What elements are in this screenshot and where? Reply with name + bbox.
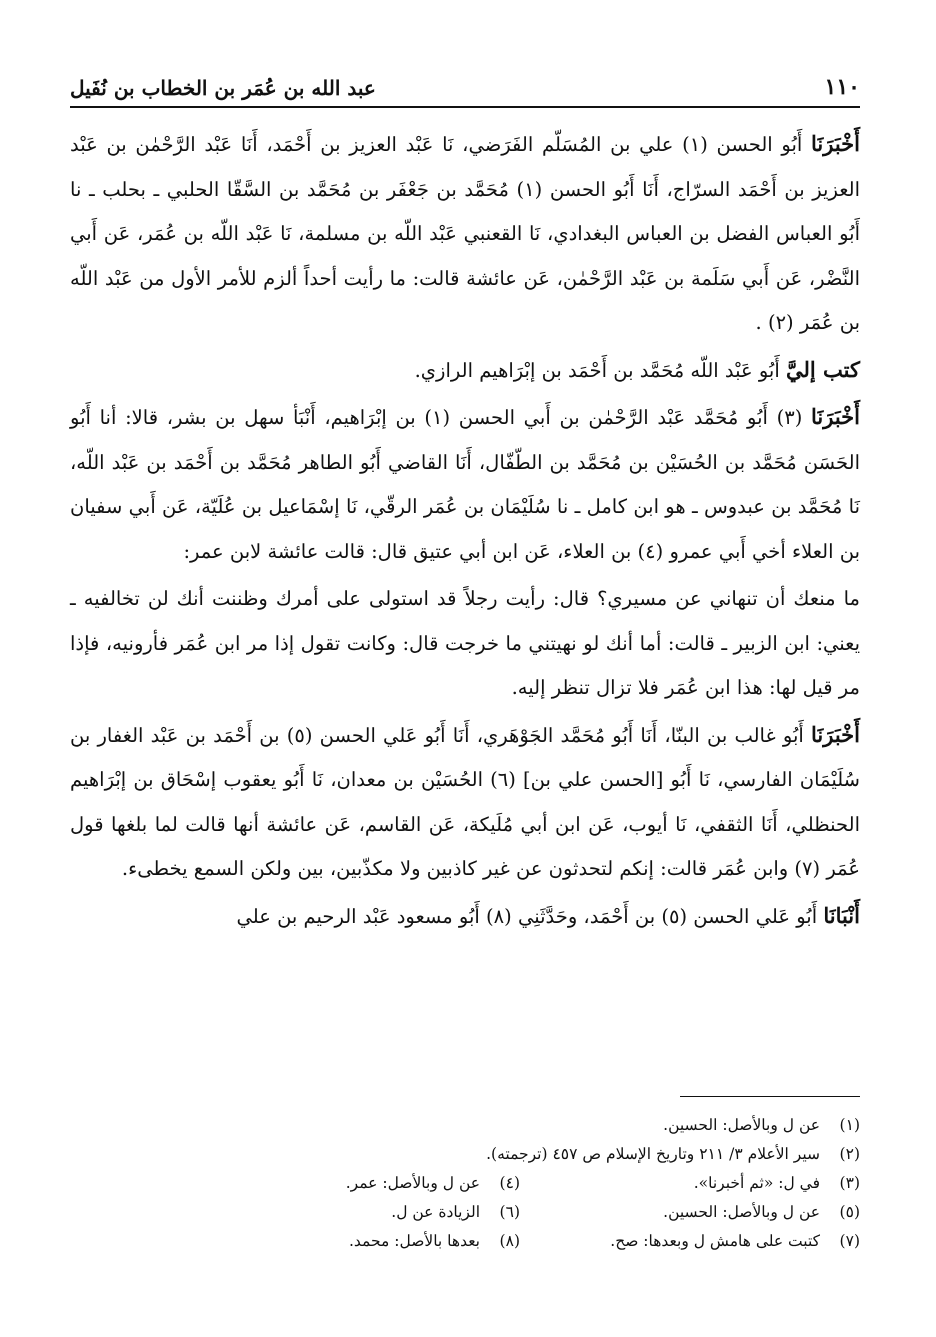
footnote-row xyxy=(70,1140,860,1169)
running-title: عبد الله بن عُمَر بن الخطاب بن نُفَيل xyxy=(70,76,376,100)
footnotes xyxy=(70,1096,860,1256)
footnote-divider xyxy=(680,1096,860,1097)
book-page xyxy=(70,60,860,1310)
paragraph-lead: كتب إليَّ xyxy=(785,356,860,382)
footnote-number: (٢) xyxy=(839,1145,860,1163)
main-text xyxy=(70,122,860,939)
paragraph-lead: أَخْبَرَنَا xyxy=(811,721,860,747)
paragraph-5 xyxy=(70,713,860,892)
paragraph-lead: أَخْبَرَنَا xyxy=(811,131,860,156)
footnote-text: عن ل وبالأصل: الحسين. xyxy=(663,1116,820,1134)
footnote-number: (٦) xyxy=(499,1203,520,1221)
paragraph-text: أَبُو الحسن (١) علي بن المُسَلّم الفَرَضي، نَا عَبْد العزيز بن أَحْمَد، أَنَا عَبْد الرَّحْمٰن بن عَبْد العزيز بن أَحْمَد السرّاج، أَنَا أَبُو الحسن (١) مُحَمَّد بن جَعْفَر بن مُحَمَّد بن السَّقّا الحلبي ـ بحلب ـ نا أَبُو العباس الفضل بن العباس البغدادي، نَا القعنبي عَبْد اللّه بن مسلمة، نَا عَبْد اللّه بن عُمَر، عَن أَبي النَّضْر، عَن أَبي سَلَمة بن عَبْد الرَّحْمٰن، عَن عائشة قالت: ما رأيت أحداً ألزم للأمر الأول من عَبْد اللّه بن عُمَر (٢) . xyxy=(70,133,861,334)
footnote-number: (٧) xyxy=(839,1232,860,1250)
footnote-row xyxy=(70,1227,860,1256)
footnote-5 xyxy=(520,1198,860,1227)
footnote-text: سير الأعلام ٣/ ٢١١ وتاريخ الإسلام ص ٤٥٧ (ترجمته). xyxy=(486,1145,820,1163)
paragraph-text: أَبُو عَبْد اللّه مُحَمَّد بن أَحْمَد بن إبْرَاهيم الرازي. xyxy=(414,358,786,382)
footnote-text: عن ل وبالأصل: الحسين. xyxy=(663,1203,820,1221)
footnote-3 xyxy=(520,1169,860,1198)
paragraph-lead: أَخْبَرَنَا xyxy=(811,404,860,429)
footnote-text: عن ل وبالأصل: عمر. xyxy=(345,1174,480,1192)
footnote-row xyxy=(70,1111,860,1140)
paragraph-2 xyxy=(70,348,860,394)
page-header xyxy=(70,60,860,108)
footnote-text: بعدها بالأصل: محمد. xyxy=(348,1232,480,1250)
paragraph-6 xyxy=(70,894,860,940)
paragraph-text: ما منعك أن تنهاني عن مسيري؟ قال: رأيت رجلاً قد استولى على أمرك وظننت أنك لن تخالفيه ـ يعني: ابن الزبير ـ قالت: أما أنك لو نهيتني ما خرجت قال: وكانت تقول إذا مر ابن عُمَر فأرونيه، فإذا مر قيل لها: هذا ابن عُمَر فلا تزال تنظر إليه. xyxy=(70,587,860,699)
paragraph-3 xyxy=(70,395,860,574)
footnote-8 xyxy=(180,1227,520,1256)
footnote-number: (٨) xyxy=(499,1232,520,1250)
footnote-6 xyxy=(180,1198,520,1227)
footnote-number: (٤) xyxy=(499,1174,520,1192)
paragraph-text: (٣) أَبُو مُحَمَّد عَبْد الرَّحْمٰن بن أَبي الحسن (١) بن إبْرَاهيم، أَنْبَأ سهل بن بشر، قالا: أنا أَبُو الحَسَن مُحَمَّد بن الحُسَيْن بن مُحَمَّد بن الطّفّال، أَنَا القاضي أَبُو الطاهر مُحَمَّد بن أَحْمَد بن عَبْد اللّه، نَا مُحَمَّد بن عبدوس ـ هو ابن كامل ـ نا سُلَيْمَان بن عُمَر الرقّي، نَا إسْمَاعيل بن عُلَيّة، عَن أَبي سفيان بن العلاء أخي أَبي عمرو (٤) بن العلاء، عَن ابن أبي عتيق قال: قالت عائشة لابن عمر: xyxy=(70,406,860,563)
paragraph-text: أَبُو عَلي الحسن (٥) بن أَحْمَد، وحَدَّثَنِي (٨) أَبُو مسعود عَبْد الرحيم بن علي xyxy=(236,904,824,928)
footnote-1 xyxy=(663,1111,860,1140)
footnote-text: في ل: «ثم أخبرنا». xyxy=(693,1174,820,1192)
footnote-row xyxy=(70,1198,860,1227)
paragraph-text: أَبُو غالب بن البنّا، أَنَا أَبُو مُحَمَّد الجَوْهَري، أَنَا أَبُو عَلي الحسن (٥) بن أَحْمَد بن عَبْد الغفار بن سُلَيْمَان الفارسي، نَا أَبُو [الحسن علي بن] (٦) الحُسَيْن بن معدان، نَا أَبُو يعقوب إسْحَاق بن إبْرَاهيم الحنظلي، أَنَا الثقفي، نَا أيوب، عَن ابن أبي مُلَيكة، عَن القاسم، عَن عائشة أنها قالت لما بلغها قول عُمَر (٧) وابن عُمَر قالت: إنكم لتحدثون عن غير كاذبين ولا مكذّبين، بين ولكن السمع يخطىء. xyxy=(70,723,860,880)
footnote-number: (١) xyxy=(839,1116,860,1134)
footnote-number: (٥) xyxy=(839,1203,860,1221)
paragraph-lead: أَنْبَانَا xyxy=(823,902,860,928)
footnote-text: الزيادة عن ل. xyxy=(391,1203,480,1221)
paragraph-1 xyxy=(70,122,860,346)
paragraph-4 xyxy=(70,576,860,711)
footnote-text: كتبت على هامش ل وبعدها: صح. xyxy=(610,1232,820,1250)
footnote-row xyxy=(70,1169,860,1198)
footnote-4 xyxy=(180,1169,520,1198)
footnote-number: (٣) xyxy=(839,1174,860,1192)
footnote-7 xyxy=(520,1227,860,1256)
footnote-2 xyxy=(486,1140,860,1169)
page-number: ١١٠ xyxy=(824,74,860,100)
